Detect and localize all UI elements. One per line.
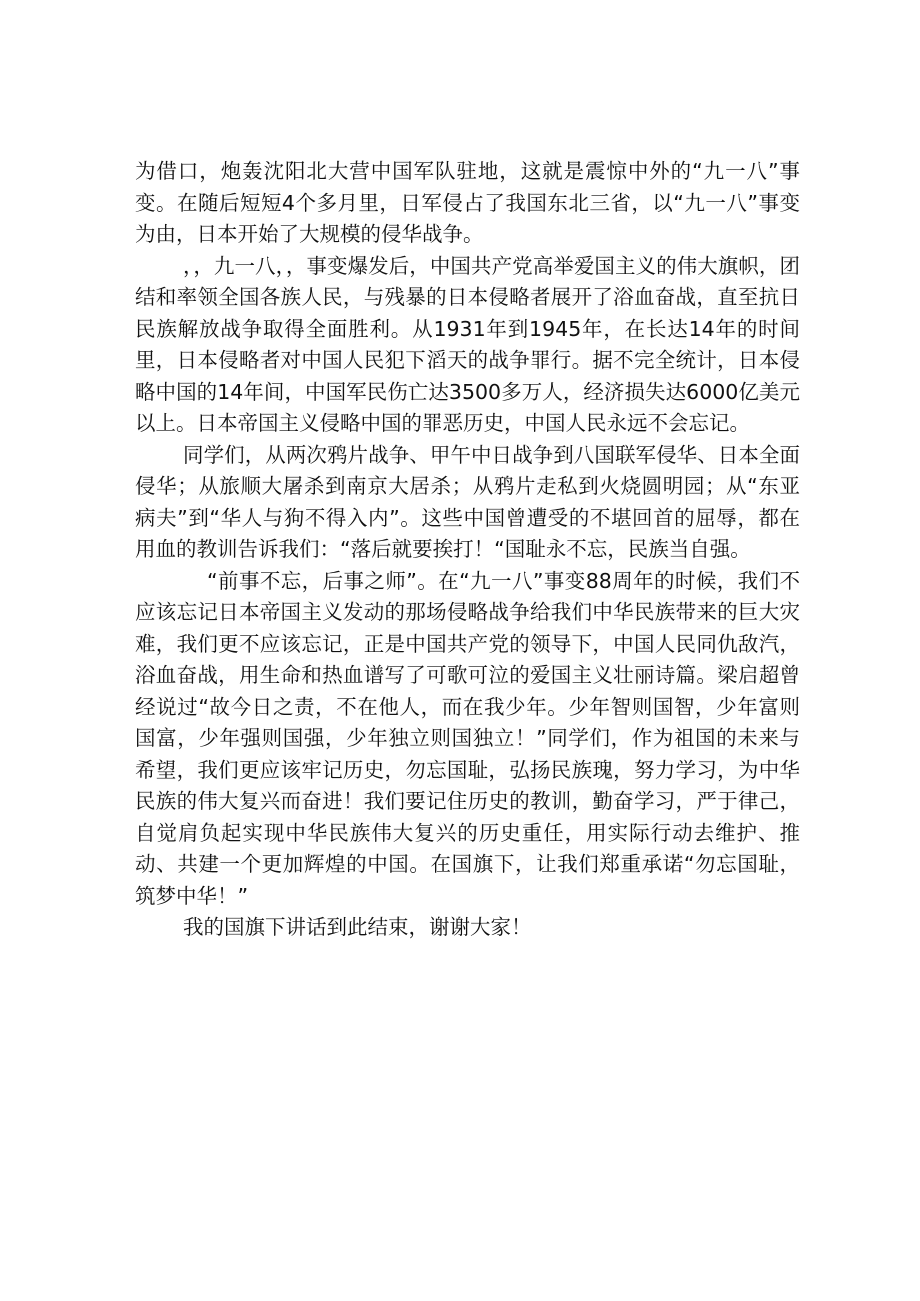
paragraph-5: 我的国旗下讲话到此结束，谢谢大家！ <box>183 915 532 939</box>
paragraph-1: 为借口，炮轰沈阳北大营中国军队驻地，这就是震惊中外的“九一八”事变。在随后短短4个多月里，日军侵占了我国东北三省，以“九一八”事变为由，日本开始了大规模的侵华战争。 <box>135 159 800 246</box>
speech-body <box>135 156 800 944</box>
paragraph-4: “前事不忘，后事之师”。在“九一八”事变88周年的时候，我们不应该忘记日本帝国主义发动的那场侵略战争给我们中华民族带来的巨大灾难，我们更不应该忘记，正是中国共产党的领导下，中国人民同仇敌汽，浴血奋战，用生命和热血谱写了可歌可泣的爱国主义壮丽诗篇。梁启超曾经说过“故今日之责，不在他人，而在我少年。少年智则国智，少年富则国富，少年强则国强，少年独立则国独立！”同学们，作为祖国的未来与希望，我们更应该牢记历史，勿忘国耻，弘扬民族瑰，努力学习，为中华民族的伟大复兴而奋进！我们要记住历史的教训，勤奋学习，严于律己，自觉肩负起实现中华民族伟大复兴的历史重任，用实际行动去维护、推动、共建一个更加辉煌的中国。在国旗下，让我们郑重承诺“勿忘国耻，筑梦中华！” <box>135 568 800 908</box>
paragraph-2: ，，九一八，，事变爆发后，中国共产党高举爱国主义的伟大旗帜，团结和率领全国各族人民，与残暴的日本侵略者展开了浴血奋战，直至抗日民族解放战争取得全面胜利。从1931年到1945年，在长达14年的时间里，日本侵略者对中国人民犯下滔天的战争罪行。据不完全统计，日本侵略中国的14年间，中国军民伤亡达3500多万人，经济损失达6000亿美元以上。日本帝国主义侵略中国的罪恶历史，中国人民永远不会忘记。 <box>135 253 800 435</box>
paragraph-3: 同学们，从两次鸦片战争、甲午中日战争到八国联军侵华、日本全面侵华；从旅顺大屠杀到南京大居杀；从鸦片走私到火烧圆明园；从“东亚病夫”到“华人与狗不得入内”。这些中国曾遭受的不堪回首的屈辱，都在用血的教训告诉我们：“落后就要挨打！“国耻永不忘，民族当自强。 <box>135 442 800 561</box>
